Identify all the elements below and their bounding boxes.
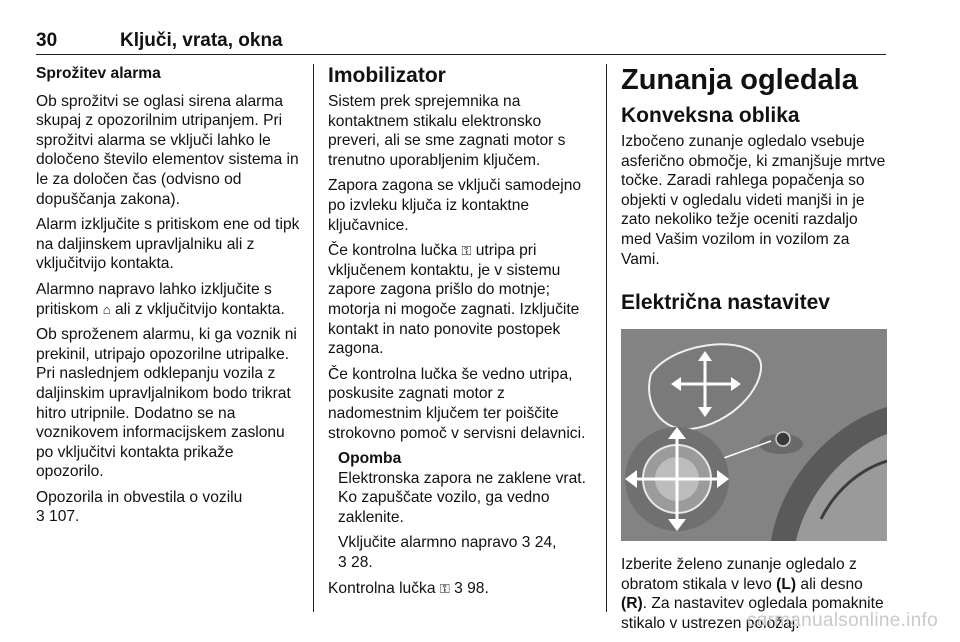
paragraph: Ob sproženem alarmu, ki ga voznik ni prekinil, utripajo opozorilne utripalke. Pri naslednjem odklepanju vozila z daljinskim upravljalnikom bodo trikrat hitro utripnile. Dodatno se na voznikovem informacijskem zaslonu po vključitvi kontakta prikaže opozorilo.: [36, 326, 297, 481]
paragraph: Sistem prek sprejemnika na kontaktnem stikalu elektronsko preveri, ali se sme zagnati motor s trenutno uporabljenim ključem.: [328, 93, 566, 169]
section-heading-alarm: Sprožitev alarma: [36, 65, 161, 82]
text-run: . Za nastavitev ogledala pomaknite stikalo v ustrezen položaj.: [621, 595, 884, 632]
page-ref-link[interactable]: 107.: [49, 508, 80, 526]
note-paragraph: [338, 533, 594, 572]
paragraph: [36, 280, 302, 319]
page-ref-arrow-icon: 3: [338, 554, 347, 572]
subheading-electric-adjust: Električna nastavitev: [621, 291, 830, 315]
text-run: Vključite alarmno napravo: [338, 534, 518, 552]
section-heading-mirrors: Zunanja ogledala: [621, 64, 858, 96]
paragraph: [328, 241, 594, 359]
section-heading-immobiliser: Imobilizator: [328, 64, 446, 87]
note-title: Opomba: [338, 450, 402, 468]
paragraph: [36, 488, 302, 527]
paragraph: [328, 579, 594, 599]
column-alarm: [36, 64, 302, 533]
watermark: carmanualsonline.info: [746, 610, 938, 631]
note-paragraph: Elektronska zapora ne zaklene vrat. Ko zapuščate vozilo, ga vedno zaklenite.: [338, 469, 586, 526]
text-run: ali z vključitvijo kontakta.: [114, 300, 285, 318]
paragraph: Ob sprožitvi se oglasi sirena alarma skupaj z opozorilnim utripanjem. Pri sprožitvi alarma se vključi lahko le določeno število elementov sistema in le za določen čas (odvisno od dopuščanja zakona).: [36, 92, 299, 208]
column-mirrors: [621, 64, 889, 640]
paragraph: Zapora zagona se vključi samodejno po izvleku ključa iz kontaktne ključavnice.: [328, 177, 582, 234]
page-ref-link[interactable]: 28.: [351, 554, 373, 572]
immobiliser-lamp-icon: ⚿: [439, 580, 450, 596]
text-run: Alarmno napravo lahko izključite s pritiskom: [36, 280, 272, 318]
paragraph: Izbočeno zunanje ogledalo vsebuje asferično območje, ki zmanjšuje mrtve točke. Zaradi rahlega popačenja so objekti v ogledalu videti manjši in je zato nekoliko težje oceniti razdaljo med Vašim vozilom in vozilom za Vami.: [621, 133, 886, 268]
note-box: [338, 449, 594, 573]
immobiliser-lamp-icon: ⚿: [461, 243, 472, 259]
page-ref-link[interactable]: 98.: [467, 579, 489, 597]
page-header: [36, 28, 886, 55]
text-run: Izberite želeno zunanje ogledalo z obratom stikala v levo: [621, 556, 857, 593]
text-run: Kontrolna lučka: [328, 579, 436, 597]
column-divider: [606, 64, 607, 612]
text-run-bold: (L): [776, 575, 797, 593]
column-immobiliser: [328, 64, 594, 604]
mirror-switch-illustration: [621, 329, 887, 541]
text-run: Opozorila in obvestila o vozilu: [36, 488, 243, 506]
text-run: utripa pri vključenem kontaktu, je v sistemu zapore zagona prišlo do motnje; motorja ni mogoče zagnati. Izključite kontakt in nato ponovite postopek zagona.: [328, 242, 580, 358]
column-divider: [313, 64, 314, 612]
page-ref-arrow-icon: 3: [454, 579, 463, 597]
page-number: 30: [36, 30, 58, 51]
car-key-icon: ⌂: [102, 301, 111, 317]
text-run-bold: (R): [621, 595, 643, 613]
page-ref-arrow-icon: 3: [36, 508, 45, 526]
text-run: ali desno: [800, 575, 863, 593]
running-title: Ključi, vrata, okna: [120, 30, 283, 51]
subheading-convex: Konveksna oblika: [621, 104, 800, 127]
paragraph: Alarm izključite s pritiskom ene od tipk na daljinskem upravljalniku ali z vključitvijo kontakta.: [36, 216, 300, 273]
text-run: Če kontrolna lučka: [328, 242, 458, 260]
page-ref-arrow-icon: 3: [521, 534, 531, 552]
paragraph: Če kontrolna lučka še vedno utripa, poskusite zagnati motor z nadomestnim ključem ter poiščite strokovno pomoč v servisni delavnici.: [328, 365, 586, 442]
page-ref-link[interactable]: 24,: [534, 534, 557, 552]
